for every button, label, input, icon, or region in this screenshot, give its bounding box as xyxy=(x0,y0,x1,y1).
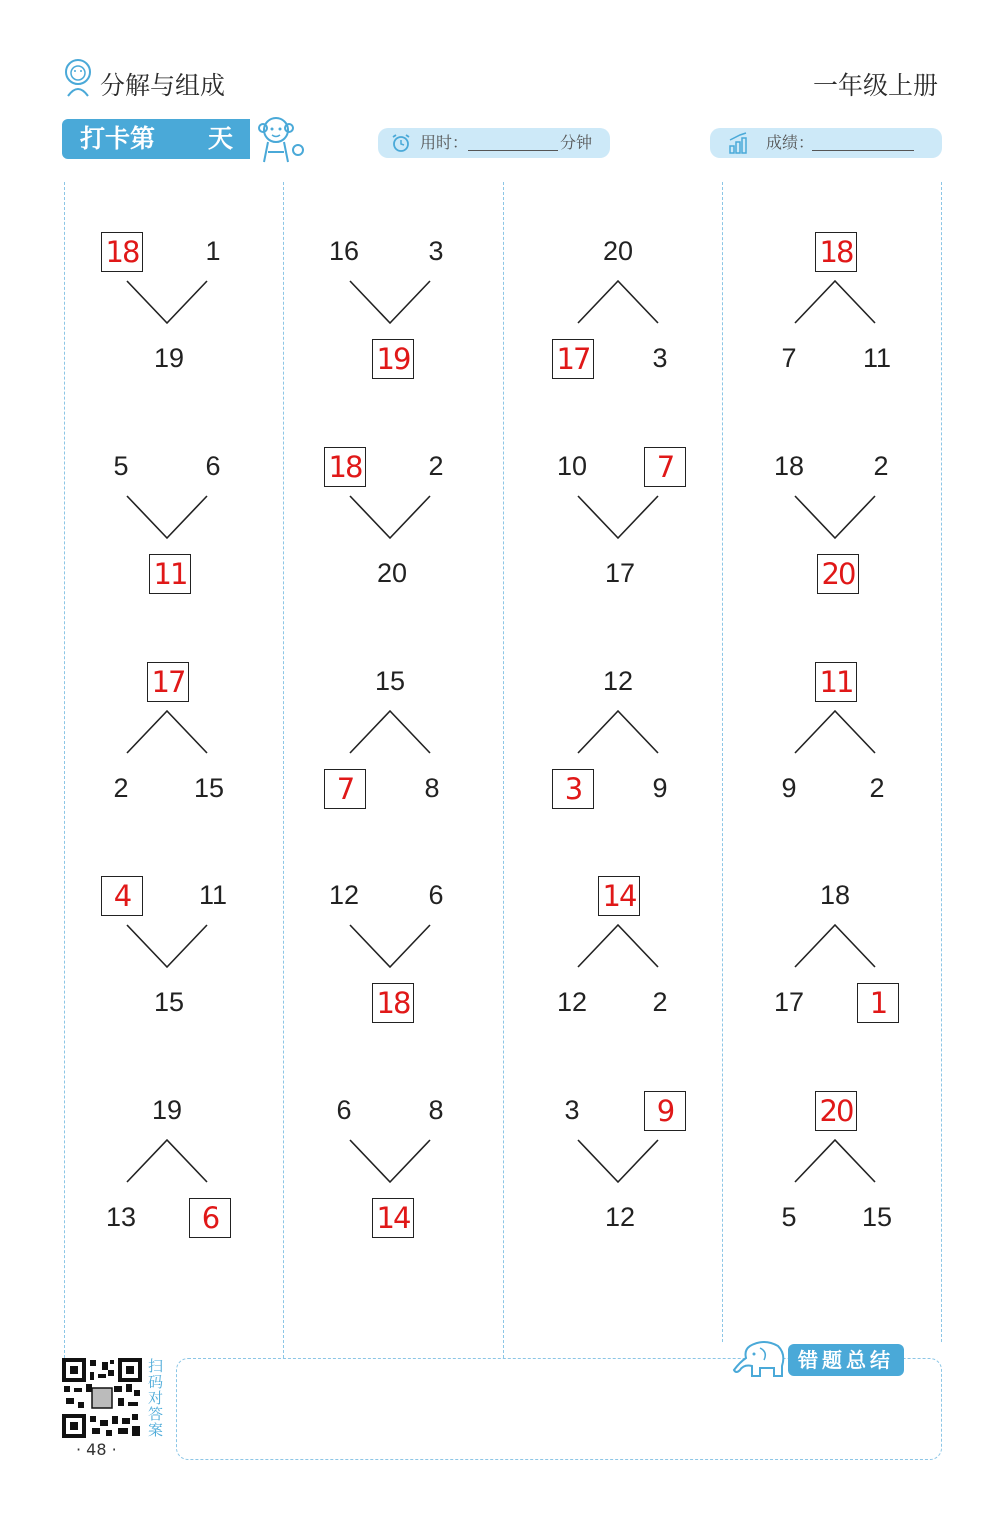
decomposition-v-lines xyxy=(345,920,435,970)
column-divider xyxy=(503,182,504,1358)
decomposition-v-lines xyxy=(122,276,212,326)
answer-box-right[interactable]: 1 xyxy=(857,983,899,1023)
decomposition-v-lines xyxy=(122,491,212,541)
number-left: 5 xyxy=(781,1202,797,1232)
scan-for-answers-label: 扫码对答案 xyxy=(148,1357,164,1439)
number-left: 17 xyxy=(773,987,805,1017)
decomposition-v-lines xyxy=(345,276,435,326)
composition-peak-lines xyxy=(573,706,663,756)
number-left: 2 xyxy=(113,773,129,803)
number-left: 5 xyxy=(113,451,129,481)
number-right: 2 xyxy=(869,773,885,803)
time-input-line[interactable] xyxy=(468,150,558,151)
number-right: 6 xyxy=(428,880,444,910)
number-right: 11 xyxy=(198,880,228,910)
decomposition-v-lines xyxy=(345,491,435,541)
number-right: 1 xyxy=(205,236,221,266)
number-left: 9 xyxy=(781,773,797,803)
column-divider xyxy=(64,182,65,1358)
number-top: 20 xyxy=(602,236,634,266)
page-number: · 48 · xyxy=(76,1440,117,1459)
number-top: 19 xyxy=(151,1095,183,1125)
answer-box-left[interactable]: 3 xyxy=(552,769,594,809)
number-top: 18 xyxy=(819,880,851,910)
grade-label: 一年级上册 xyxy=(812,71,938,100)
composition-peak-lines xyxy=(790,920,880,970)
number-right: 3 xyxy=(428,236,444,266)
number-right: 8 xyxy=(428,1095,444,1125)
answer-box-right[interactable]: 9 xyxy=(644,1091,686,1131)
answer-box-right[interactable]: 7 xyxy=(644,447,686,487)
composition-peak-lines xyxy=(345,706,435,756)
number-top: 15 xyxy=(374,666,406,696)
number-right: 2 xyxy=(873,451,889,481)
answer-box-left[interactable]: 17 xyxy=(552,339,594,379)
composition-peak-lines xyxy=(122,1135,212,1185)
decomposition-v-lines xyxy=(122,920,212,970)
answer-box-top[interactable]: 18 xyxy=(815,232,857,272)
answer-box-bottom[interactable]: 19 xyxy=(372,339,414,379)
decomposition-v-lines xyxy=(573,491,663,541)
alarm-clock-icon xyxy=(390,133,412,153)
answer-box-top[interactable]: 14 xyxy=(598,876,640,916)
number-top: 12 xyxy=(602,666,634,696)
number-right: 8 xyxy=(424,773,440,803)
qr-code[interactable] xyxy=(62,1358,142,1438)
decomposition-v-lines xyxy=(573,1135,663,1185)
composition-peak-lines xyxy=(573,276,663,326)
answer-box-top[interactable]: 11 xyxy=(815,662,857,702)
number-right: 2 xyxy=(428,451,444,481)
answer-box-bottom[interactable]: 20 xyxy=(817,554,859,594)
answer-box-left[interactable]: 4 xyxy=(101,876,143,916)
number-left: 16 xyxy=(328,236,360,266)
answer-box-top[interactable]: 20 xyxy=(815,1091,857,1131)
number-right: 15 xyxy=(861,1202,893,1232)
composition-peak-lines xyxy=(790,276,880,326)
composition-peak-lines xyxy=(573,920,663,970)
number-right: 15 xyxy=(193,773,225,803)
mistake-summary-label: 错题总结 xyxy=(788,1344,904,1376)
answer-box-left[interactable]: 18 xyxy=(324,447,366,487)
answer-box-bottom[interactable]: 18 xyxy=(372,983,414,1023)
number-left: 12 xyxy=(328,880,360,910)
lion-icon xyxy=(62,58,94,98)
elephant-icon xyxy=(730,1338,790,1380)
number-left: 18 xyxy=(773,451,805,481)
time-unit: 分钟 xyxy=(560,133,593,152)
column-divider xyxy=(722,182,723,1342)
number-left: 12 xyxy=(556,987,588,1017)
answer-box-bottom[interactable]: 14 xyxy=(372,1198,414,1238)
answer-box-bottom[interactable]: 11 xyxy=(149,554,191,594)
column-divider xyxy=(283,182,284,1358)
checkin-suffix: 天 xyxy=(208,124,234,153)
number-left: 13 xyxy=(105,1202,137,1232)
answer-box-right[interactable]: 6 xyxy=(189,1198,231,1238)
score-pill xyxy=(710,128,942,158)
checkin-prefix: 打卡第 xyxy=(80,124,156,153)
number-bottom: 17 xyxy=(604,558,636,588)
composition-peak-lines xyxy=(790,1135,880,1185)
number-bottom: 12 xyxy=(604,1202,636,1232)
answer-box-top[interactable]: 17 xyxy=(147,662,189,702)
number-right: 3 xyxy=(652,343,668,373)
number-left: 10 xyxy=(556,451,588,481)
number-right: 9 xyxy=(652,773,668,803)
composition-peak-lines xyxy=(790,706,880,756)
time-label: 用时： xyxy=(420,133,469,152)
composition-peak-lines xyxy=(122,706,212,756)
bar-chart-icon xyxy=(728,132,750,154)
score-input-line[interactable] xyxy=(812,150,914,151)
number-left: 3 xyxy=(564,1095,580,1125)
number-bottom: 15 xyxy=(153,987,185,1017)
checkin-banner xyxy=(62,119,250,159)
number-right: 6 xyxy=(205,451,221,481)
answer-box-left[interactable]: 18 xyxy=(101,232,143,272)
number-left: 7 xyxy=(781,343,797,373)
time-pill xyxy=(378,128,610,158)
score-label: 成绩： xyxy=(766,133,815,152)
number-left: 6 xyxy=(336,1095,352,1125)
number-bottom: 19 xyxy=(153,343,185,373)
decomposition-v-lines xyxy=(790,491,880,541)
number-bottom: 20 xyxy=(376,558,408,588)
number-right: 2 xyxy=(652,987,668,1017)
answer-box-left[interactable]: 7 xyxy=(324,769,366,809)
column-divider xyxy=(941,182,942,1342)
number-right: 11 xyxy=(862,343,892,373)
unit-title: 分解与组成 xyxy=(100,71,226,100)
decomposition-v-lines xyxy=(345,1135,435,1185)
monkey-icon xyxy=(250,112,310,168)
